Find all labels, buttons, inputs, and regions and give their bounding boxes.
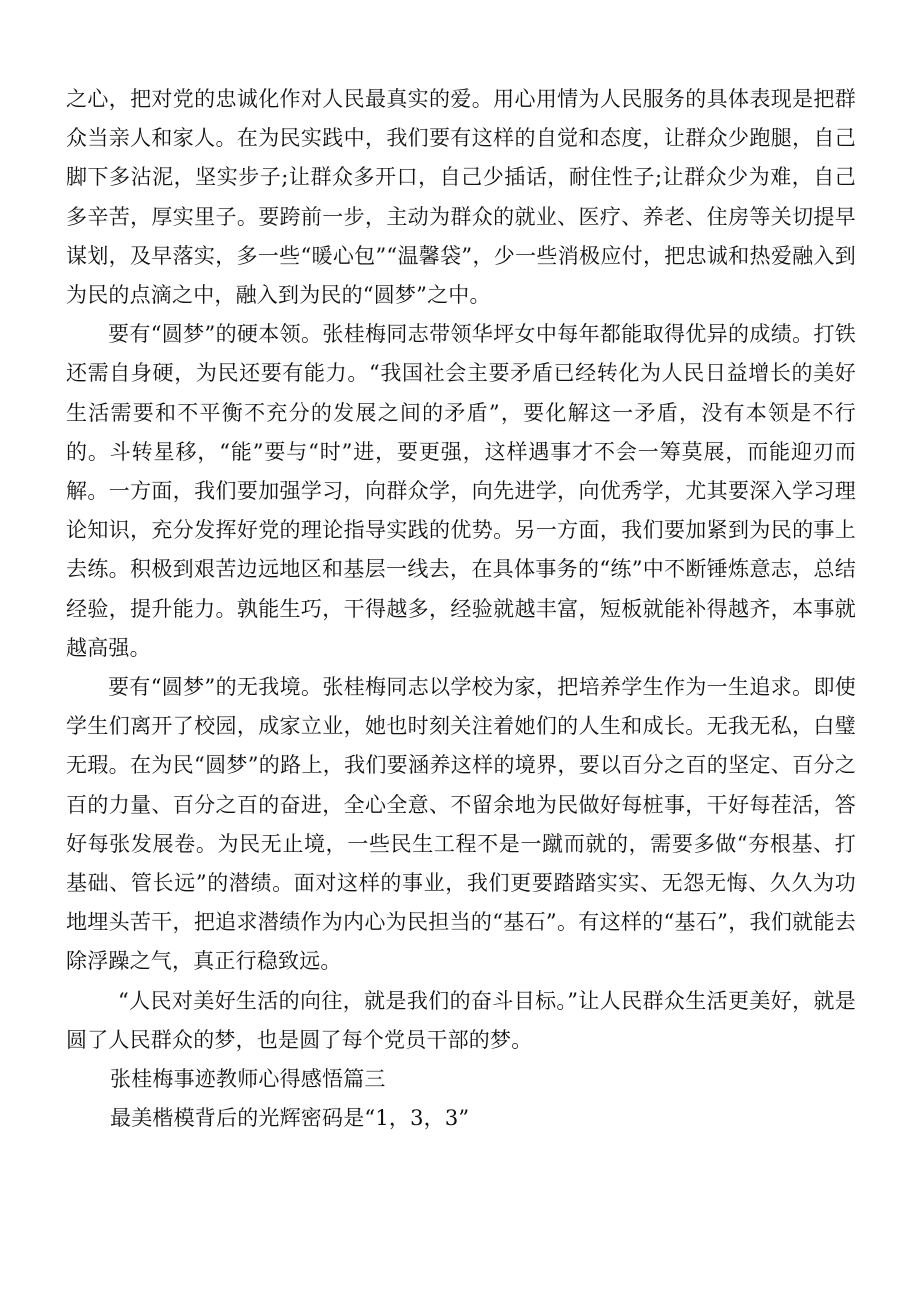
body-paragraph-1: 之心，把对党的忠诚化作对人民最真实的爱。用心用情为人民服务的具体表现是把群众当亲人和家人。在为民实践中，我们要有这样的自觉和态度，让群众少跑腿，自己脚下多沾泥，坚实步子;让群众多开口，自己少插话，耐住性子;让群众少为难，自己多辛苦，厚实里子。要跨前一步，主动为群众的就业、医疗、养老、住房等关切提早谋划，及早落实，多一些“暖心包”“温馨袋”，少一些消极应付，把忠诚和热爱融入到为民的点滴之中，融入到为民的“圆梦”之中。 (66, 87, 856, 308)
section-subtitle: 最美楷模背后的光辉密码是“1，3，3” (110, 1106, 470, 1131)
document-page (66, 80, 856, 1138)
body-paragraph-3: 要有“圆梦”的无我境。张桂梅同志以学校为家，把培养学生作为一生追求。即使学生们离开了校园，成家立业，她也时刻关注着她们的人生和成长。无我无私，白璧无瑕。在为民“圆梦”的路上，我们要涵养这样的境界，要以百分之百的坚定、百分之百的力量、百分之百的奋进，全心全意、不留余地为民做好每桩事，干好每茬活，答好每张发展卷。为民无止境，一些民生工程不是一蹴而就的，需要多做“夯根基、打基础、管长远”的潜绩。面对这样的事业，我们更要踏踏实实、无怨无悔、久久为功地埋头苦干，把追求潜绩作为内心为民担当的“基石”。有这样的“基石”，我们就能去除浮躁之气，真正行稳致远。 (66, 675, 856, 974)
section-title: 张桂梅事迹教师心得感悟篇三 (110, 1067, 386, 1092)
body-paragraph-4: “人民对美好生活的向往，就是我们的奋斗目标。”让人民群众生活更美好，就是圆了人民群众的梦，也是圆了每个党员干部的梦。 (66, 988, 856, 1052)
body-paragraph-2: 要有“圆梦”的硬本领。张桂梅同志带领华坪女中每年都能取得优异的成绩。打铁还需自身硬，为民还要有能力。“我国社会主要矛盾已经转化为人民日益增长的美好生活需要和不平衡不充分的发展之间的矛盾”，要化解这一矛盾，没有本领是不行的。斗转星移，“能”要与“时”进，要更强，这样遇事才不会一筹莫展，而能迎刃而解。一方面，我们要加强学习，向群众学，向先进学，向优秀学，尤其要深入学习理论知识，充分发挥好党的理论指导实践的优势。另一方面，我们要加紧到为民的事上去练。积极到艰苦边远地区和基层一线去，在具体事务的“练”中不断锤炼意志，总结经验，提升能力。孰能生巧，干得越多，经验就越丰富，短板就能补得越齐，本事就越高强。 (66, 322, 856, 660)
